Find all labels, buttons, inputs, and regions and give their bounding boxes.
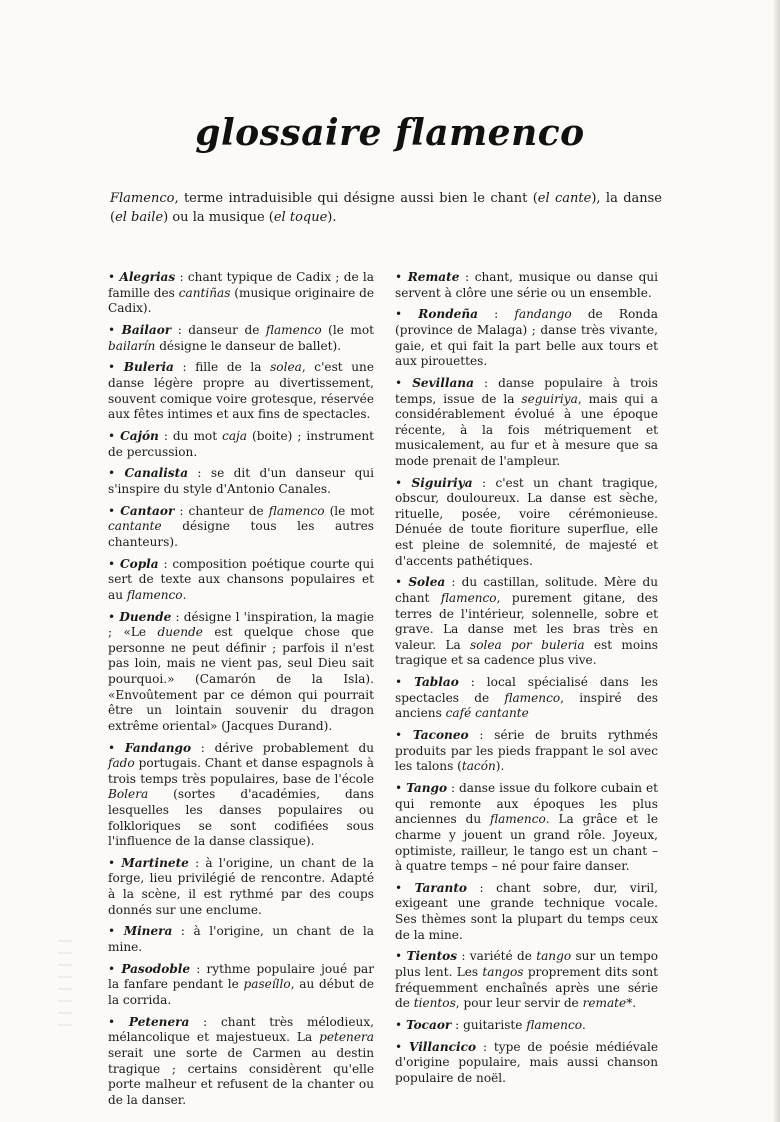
intro-text: ), la danse ( <box>110 191 663 225</box>
bullet: • <box>108 466 125 481</box>
definition-italic: cantiñas <box>178 285 231 300</box>
definition-text: de Ronda (province de Malaga) ; danse très vivante, gaie, et qui fait la part belle aux tours et aux pirouettes. <box>395 307 659 369</box>
glossary-term: Villancico <box>409 1039 477 1054</box>
definition-italic: tacón <box>461 759 496 774</box>
definition-text: , c'est une danse légère propre au divertissement, souvent comique voire grotesque, réservée aux fêtes intimes et aux fins de spectacles. <box>108 360 375 422</box>
definition-text: serait une sorte de Carmen au destin tragique ; certains considèrent qu'elle porte malheur et refusent de la chanter ou de la danser. <box>108 1045 374 1107</box>
glossary-term: Taranto <box>414 880 467 895</box>
glossary-entry <box>108 466 374 497</box>
bullet: • <box>108 503 121 518</box>
glossary-entry <box>108 962 374 1009</box>
glossary-entry <box>395 1040 658 1087</box>
bullet: • <box>395 781 407 796</box>
glossary-entry <box>395 575 658 669</box>
definition-text: : chant sobre, dur, viril, exigeant une grande technique vocale. Ses thèmes sont la plupart du temps ceux de la mine. <box>395 880 658 942</box>
definition-text: , pour leur servir de <box>455 996 583 1011</box>
definition-italic: solea por buleria <box>470 637 585 652</box>
bullet: • <box>395 675 415 690</box>
glossary-term: Cajón <box>120 428 159 443</box>
bullet: • <box>108 924 124 939</box>
glossary-term: Taconeo <box>412 728 469 743</box>
glossary-term: Remate <box>407 270 460 284</box>
glossary-entry <box>395 949 658 1011</box>
definition-text: : série de bruits rythmés produits par les pieds frappant le sol avec les talons ( <box>395 728 658 774</box>
definition-text: : se dit d'un danseur qui s'inspire du style d'Antonio Canales. <box>108 466 374 496</box>
glossary-term: Tango <box>406 781 448 796</box>
definition-italic: cantante <box>108 519 162 534</box>
bullet: • <box>108 360 124 375</box>
glossary-entry <box>108 504 374 551</box>
definition-text: portugais. Chant et danse espagnols à trois temps très populaires, base de l'école <box>108 756 374 786</box>
glossary-entry <box>108 1015 374 1109</box>
definition-italic: bailarín <box>108 338 156 353</box>
definition-text: désigne le danseur de ballet). <box>155 338 342 353</box>
definition-italic: caja <box>222 428 248 443</box>
bullet: • <box>395 270 408 284</box>
bullet: • <box>395 728 413 743</box>
definition-text: : chant, musique ou danse qui servent à clôre une série ou un ensemble. <box>395 270 658 300</box>
definition-text: : composition poétique courte qui sert de texte aux chansons populaires et au <box>108 556 374 602</box>
page-title: glossaire flamenco <box>195 112 585 154</box>
definition-text: (musique originaire de Cadix). <box>108 285 374 316</box>
definition-text: : du castillan, solitude. Mère du chant <box>395 575 658 606</box>
glossary-entry <box>395 1018 658 1034</box>
definition-text: : fille de la <box>173 360 271 375</box>
glossary-term: Alegrias <box>119 270 176 284</box>
glossary-column-right <box>395 270 658 1093</box>
definition-italic: fandango <box>514 307 572 322</box>
glossary-term: Petenera <box>128 1014 190 1029</box>
page-edge-shadow <box>774 0 780 1122</box>
definition-text: : type de poésie médiévale d'origine populaire, mais aussi chanson populaire de noël. <box>395 1039 658 1085</box>
bullet: • <box>395 949 407 964</box>
glossary-term: Rondeña <box>418 307 478 322</box>
glossary-entry <box>108 270 374 317</box>
glossary-entry <box>108 610 374 735</box>
definition-text: : dérive probablement du <box>191 740 374 755</box>
glossary-term: Fandango <box>124 740 192 755</box>
definition-text: : local spécialisé dans les spectacles de <box>395 675 658 705</box>
bullet: • <box>108 855 122 870</box>
bullet: • <box>395 575 409 590</box>
definition-text: , au début de la corrida. <box>108 977 374 1007</box>
definition-text: : désigne l 'inspiration, la magie ; «Le <box>108 609 375 640</box>
glossary-entry <box>395 476 658 570</box>
definition-text: (le mot <box>324 503 375 518</box>
definition-italic: tangos <box>482 965 524 980</box>
definition-text: (le mot <box>321 322 374 337</box>
glossary-column-left <box>108 270 374 1115</box>
intro-text: , terme intraduisible qui désigne aussi bien le chant ( <box>174 191 538 206</box>
definition-text: , inspiré des anciens <box>395 690 658 721</box>
definition-text: (sortes d'académies, dans lesquelles les danses populaires ou folkloriques se sont codifiées sous l'influence de la danse classique). <box>108 787 374 849</box>
bullet: • <box>108 609 120 624</box>
definition-italic: flamenco <box>490 812 546 827</box>
bullet: • <box>108 961 122 976</box>
definition-text: désigne tous les autres chanteurs). <box>108 519 374 549</box>
glossary-term: Buleria <box>123 360 174 375</box>
glossary-entry <box>108 557 374 604</box>
glossary-term: Sevillana <box>412 375 474 390</box>
glossary-term: Tablao <box>414 675 459 690</box>
definition-italic: petenera <box>319 1030 374 1045</box>
definition-text: est quelque chose que personne ne peut définir ; parfois il n'est pas loin, mais ne vient pas, seul Dieu sait pourquoi.» (Camarón de la Isla). «Envoûtement par ce démon qui pourrait être un lointain souvenir du dragon extrême oriental» (Jacques Durand). <box>108 625 374 733</box>
definition-italic: duende <box>157 625 203 640</box>
definition-text: : guitariste <box>451 1018 527 1032</box>
bullet: • <box>108 1014 129 1029</box>
definition-text: proprement dits sont fréquemment enchaînés après une série de <box>395 965 658 1011</box>
glossary-entry <box>108 360 374 422</box>
glossary-term: Cantaor <box>120 503 175 518</box>
definition-text: . La grâce et le charme y jouent un grand rôle. Joyeux, optimiste, railleur, le tango est un chant – à quatre temps – né pour faire danser. <box>395 812 658 874</box>
definition-italic: fado <box>108 756 135 771</box>
glossary-entry <box>108 323 374 354</box>
glossary-entry <box>395 781 658 875</box>
intro-word: Flamenco <box>110 191 175 206</box>
definition-italic: solea <box>270 360 302 375</box>
glossary-term: Canalista <box>124 466 189 481</box>
definition-text: . <box>582 1018 586 1032</box>
definition-text: : danse populaire à trois temps, issue de la <box>395 375 659 406</box>
glossary-term: Bailaor <box>121 322 172 337</box>
definition-italic: flamenco <box>268 503 325 518</box>
definition-text: (boite) ; instrument de percussion. <box>108 428 374 459</box>
glossary-entry <box>395 728 658 775</box>
glossary-term: Tientos <box>406 949 458 964</box>
definition-text: : variété de <box>457 949 537 964</box>
definition-italic: tientos <box>413 996 456 1011</box>
definition-text: , mais qui a considérablement évolué à une époque récente, à la fois métriquement et musicalement, au fur et à mesure que sa mode prenait de l'ampleur. <box>395 391 658 468</box>
intro-paragraph <box>110 189 662 227</box>
definition-text: : à l'origine, un chant de la mine. <box>108 924 374 955</box>
definition-text: : <box>478 307 515 322</box>
bullet: • <box>395 1039 410 1054</box>
bullet: • <box>108 428 121 443</box>
glossary-term: Solea <box>408 575 446 590</box>
definition-text: est moins tragique et sa cadence plus vive. <box>395 637 658 668</box>
bullet: • <box>395 307 419 322</box>
definition-text: . <box>182 587 187 602</box>
definition-text: : chanteur de <box>174 503 269 518</box>
glossary-term: Martinete <box>121 855 189 870</box>
bullet: • <box>395 880 415 895</box>
glossary-term: Tocaor <box>405 1018 452 1032</box>
definition-italic: Bolera <box>108 787 149 802</box>
glossary-entry <box>108 429 374 460</box>
definition-text: : chant typique de Cadix ; de la famille des <box>108 270 374 300</box>
bullet: • <box>395 1018 406 1032</box>
definition-italic: flamenco <box>440 591 497 606</box>
definition-italic: seguiriya <box>521 391 578 406</box>
glossary-entry <box>395 675 658 722</box>
definition-italic: flamenco <box>504 690 561 705</box>
intro-word: el baile <box>115 210 164 225</box>
glossary-term: Duende <box>119 609 172 624</box>
glossary-entry <box>395 881 658 943</box>
bullet: • <box>108 270 120 284</box>
glossary-entry <box>108 741 374 850</box>
definition-italic: remate <box>582 996 627 1011</box>
definition-italic: flamenco <box>265 322 322 337</box>
bullet: • <box>108 740 125 755</box>
definition-text: , purement gitane, des terres de l'intérieur, solennelle, sobre et grave. La danse met les bras très en valeur. La <box>395 591 658 652</box>
definition-italic: flamenco <box>526 1018 583 1032</box>
glossary-entry <box>108 924 374 955</box>
definition-text: : chant très mélodieux, mélancolique et majestueux. La <box>108 1014 374 1045</box>
definition-italic: tango <box>536 949 572 964</box>
glossary-term: Copla <box>120 556 159 571</box>
bullet: • <box>108 322 122 337</box>
glossary-term: Siguiriya <box>411 475 473 490</box>
glossary-term: Pasodoble <box>121 961 191 976</box>
definition-text: : à l'origine, un chant de la forge, lieu privilégié de rencontre. Adapté à la scène, il est rythmé par des coups donnés sur une enclume. <box>108 855 374 917</box>
bullet: • <box>395 475 412 490</box>
definition-text: *. <box>626 996 637 1011</box>
intro-word: el toque <box>273 210 328 225</box>
glossary-term: Minera <box>123 924 173 939</box>
definition-italic: paseíllo <box>243 977 291 992</box>
glossary-entry <box>395 270 658 301</box>
definition-text: : danseur de <box>171 322 266 337</box>
definition-italic: café cantante <box>445 706 529 721</box>
definition-text: : rythme populaire joué par la fanfare pendant le <box>108 961 374 992</box>
bullet: • <box>395 375 413 390</box>
definition-text: ). <box>495 759 505 774</box>
definition-text: : c'est un chant tragique, obscur, douloureux. La danse est sèche, rituelle, posée, voire cérémonieuse. Dénuée de toute fioriture superflue, elle est pleine de solemnité, de majesté et d'accents pathétiques. <box>395 475 658 568</box>
binding-marks <box>58 940 72 1030</box>
bullet: • <box>108 556 120 571</box>
intro-text: ) ou la musique ( <box>163 210 274 225</box>
glossary-entry <box>395 307 658 369</box>
definition-text: : du mot <box>158 428 223 443</box>
definition-text: sur un tempo plus lent. Les <box>395 949 659 980</box>
intro-word: el cante <box>537 191 592 206</box>
definition-text: : danse issue du folkore cubain et qui remonte aux époques les plus anciennes du <box>395 781 658 827</box>
intro-text: ). <box>327 210 337 225</box>
definition-italic: flamenco <box>126 587 183 602</box>
glossary-entry <box>395 376 658 470</box>
glossary-entry <box>108 856 374 918</box>
